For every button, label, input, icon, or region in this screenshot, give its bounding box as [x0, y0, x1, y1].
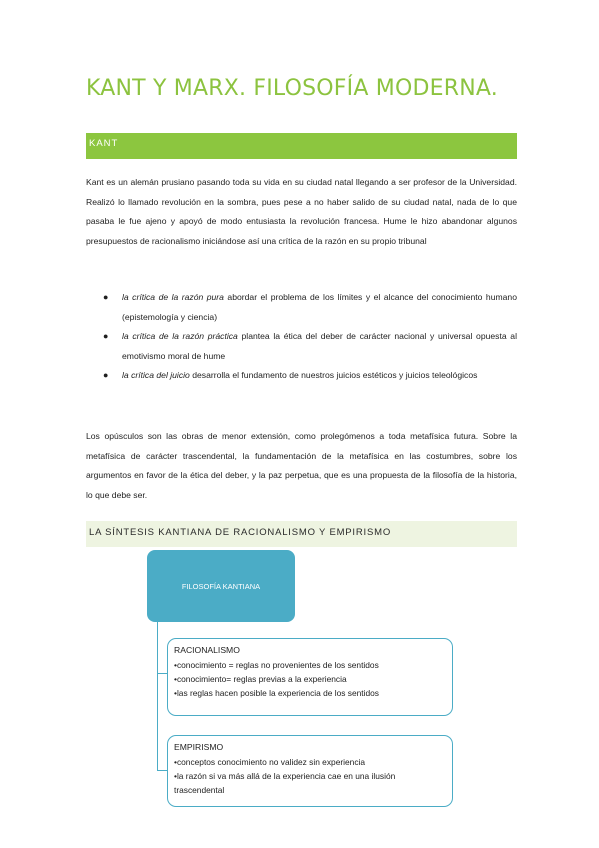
bullet-icon: ● [103, 370, 109, 380]
works-list [103, 288, 517, 386]
node-item: •conocimiento = reglas no provenientes de los sentidos [174, 660, 379, 670]
node-item: •conocimiento= reglas previas a la experiencia [174, 674, 347, 684]
work-description: desarrolla el fundamento de nuestros juicios estéticos y juicios teleológicos [189, 370, 478, 380]
work-description: abordar el problema de los límites y el alcance del conocimiento humano (epistemología y ciencia) [122, 292, 517, 322]
work-description: plantea la ética del deber de carácter nacional y universal opuesta al emotivismo moral de hume [122, 331, 517, 361]
diagram-connector-vertical [157, 622, 158, 771]
node-heading: EMPIRISMO [174, 742, 224, 752]
diagram-root-label: FILOSOFÍA KANTIANA [181, 581, 261, 591]
section-heading-kant: KANT [86, 133, 517, 159]
list-item [103, 366, 517, 386]
work-title: la crítica de la razón práctica [122, 331, 238, 341]
paragraph-opusculos: Los opúsculos son las obras de menor extensión, como prolegómenos a toda metafísica futura. Sobre la metafísica de carácter trascendental, la fundamentación de la metafísica en las costumbres, sobre los argumentos en favor de la ética del deber, y la paz perpetua, que es una propuesta de la filosofía de la historia, lo que debe ser. [86, 431, 517, 500]
node-item: •conceptos conocimiento no validez sin experiencia [174, 757, 366, 767]
diagram-root-node [147, 550, 295, 622]
section-heading-sintesis: LA SÍNTESIS KANTIANA DE RACIONALISMO Y EMPIRISMO [86, 521, 517, 547]
page-title: KANT Y MARX. FILOSOFÍA MODERNA. [86, 76, 498, 101]
work-title: la crítica de la razón pura [122, 292, 224, 302]
diagram-connector-1 [157, 673, 167, 674]
work-title: la crítica del juicio [122, 370, 190, 380]
node-item-text: conceptos conocimiento no validez sin experiencia [176, 757, 366, 767]
node-item-text: conocimiento= reglas previas a la experiencia [176, 674, 347, 684]
bullet-icon: ● [103, 331, 109, 341]
node-item: •las reglas hacen posible la experiencia de los sentidos [174, 688, 379, 698]
diagram-connector-2 [157, 770, 167, 771]
node-item-text: conocimiento = reglas no provenientes de los sentidos [176, 660, 379, 670]
bullet-icon: ● [103, 292, 109, 302]
list-item [103, 327, 517, 366]
node-item: •la razón si va más allá de la experiencia cae en una ilusión trascendental [174, 771, 396, 795]
diagram-node-racionalismo [167, 638, 453, 716]
node-item-text: las reglas hacen posible la experiencia de los sentidos [176, 688, 379, 698]
diagram-node-empirismo [167, 735, 453, 807]
paragraph-intro: Kant es un alemán prusiano pasando toda su vida en su ciudad natal llegando a ser profesor de la Universidad. Realizó lo llamado revolución en la sombra, pues pese a no haber salido de su ciudad natal, nada de lo que pasaba le fue ajeno y apoyó de modo entusiasta la revolución francesa. Hume le hizo abandonar algunos presupuestos de racionalismo iniciándose así una crítica de la razón en su propio tribunal [86, 177, 517, 246]
node-heading: RACIONALISMO [174, 645, 240, 655]
node-item-text: la razón si va más allá de la experiencia cae en una ilusión trascendental [174, 771, 396, 795]
list-item [103, 288, 517, 327]
